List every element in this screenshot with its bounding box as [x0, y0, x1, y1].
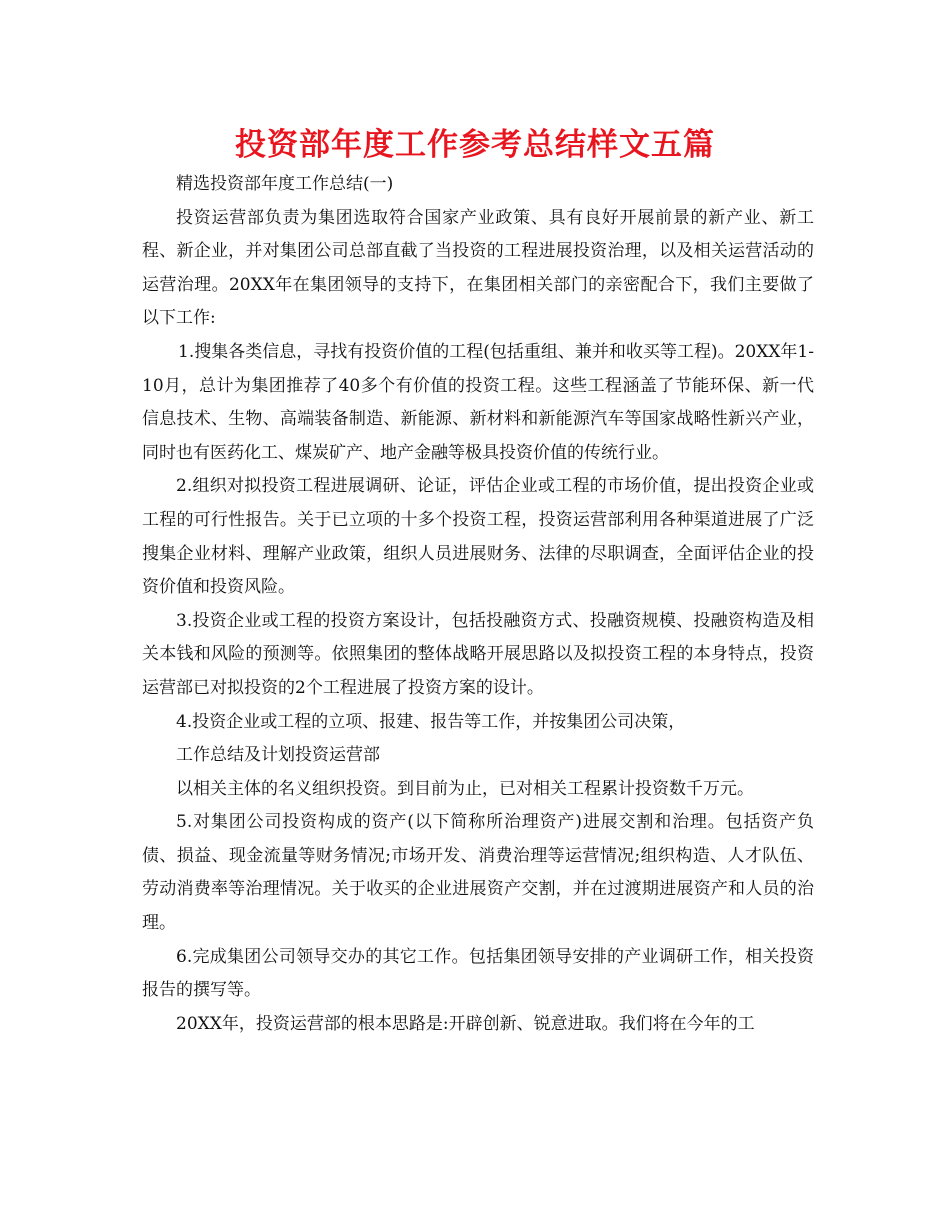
paragraph-outlook: 20XX年，投资运营部的根本思路是:开辟创新、锐意进取。我们将在今年的工 [176, 1013, 755, 1034]
document-title: 投资部年度工作参考总结样文五篇 [235, 127, 715, 163]
paragraph-intro: 投资运营部负责为集团选取符合国家产业政策、具有良好开展前景的新产业、新工程、新企业，并对集团公司总部直截了当投资的工程进展投资治理，以及相关运营活动的运营治理。20XX年在集团领导的支持下，在集团相关部门的亲密配合下，我们主要做了以下工作: [142, 207, 814, 329]
paragraph-item-1: 1.搜集各类信息，寻找有投资价值的工程(包括重组、兼并和收买等工程)。20XX年1-10月，总计为集团推荐了40多个有价值的投资工程。这些工程涵盖了节能环保、新一代信息技术、生物、高端装备制造、新能源、新材料和新能源汽车等国家战略性新兴产业，同时也有医药化工、煤炭矿产、地产金融等极具投资价值的传统行业。 [142, 341, 814, 463]
section-subheading: 精选投资部年度工作总结(一) [176, 174, 394, 194]
paragraph-item-4-continued: 以相关主体的名义组织投资。到目前为止，已对相关工程累计投资数千万元。 [176, 778, 754, 799]
paragraph-interjected-line: 工作总结及计划投资运营部 [176, 745, 380, 766]
paragraph-item-6: 6.完成集团公司领导交办的其它工作。包括集团领导安排的产业调研工作，相关投资报告的撰写等。 [142, 946, 814, 1001]
document-body [142, 168, 814, 1041]
paragraph-item-4: 4.投资企业或工程的立项、报建、报告等工作，并按集团公司决策， [176, 711, 686, 732]
paragraph-item-3: 3.投资企业或工程的投资方案设计，包括投融资方式、投融资规模、投融资构造及相关本钱和风险的预测等。依照集团的整体战略开展思路以及拟投资工程的本身特点，投资运营部已对拟投资的2个工程进展了投资方案的设计。 [142, 610, 814, 698]
paragraph-item-2: 2.组织对拟投资工程进展调研、论证，评估企业或工程的市场价值，提出投资企业或工程的可行性报告。关于已立项的十多个投资工程，投资运营部利用各种渠道进展了广泛搜集企业材料、理解产业政策，组织人员进展财务、法律的尽职调查，全面评估企业的投资价值和投资风险。 [142, 476, 814, 598]
paragraph-item-5: 5.对集团公司投资构成的资产(以下简称所治理资产)进展交割和治理。包括资产负债、损益、现金流量等财务情况;市场开发、消费治理等运营情况;组织构造、人才队伍、劳动消费率等治理情况。关于收买的企业进展资产交割，并在过渡期进展资产和人员的治理。 [142, 812, 814, 934]
